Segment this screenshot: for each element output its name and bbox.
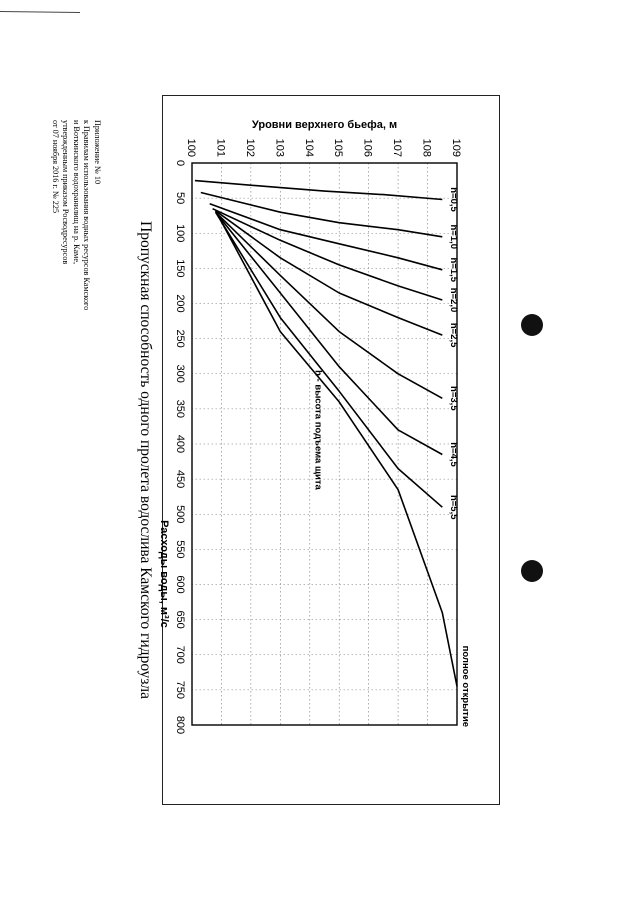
y-tick-label: 107 <box>391 138 404 157</box>
y-tick-label: 106 <box>361 138 374 157</box>
series-label-2: h=1,5 <box>448 257 460 283</box>
x-tick-label: 750 <box>174 680 186 700</box>
x-tick-label: 300 <box>174 364 186 383</box>
series-line-0 <box>195 181 442 200</box>
x-tick-label: 700 <box>174 645 186 664</box>
series-label-6: h=4,5 <box>448 442 460 467</box>
series-label-0: h=0,5 <box>448 187 460 212</box>
x-tick-label: 650 <box>174 610 186 629</box>
x-tick-label: 200 <box>174 294 186 313</box>
series-label-1: h=1,0 <box>448 224 460 250</box>
y-tick-label: 109 <box>450 138 462 157</box>
x-tick-label: 100 <box>174 224 186 243</box>
series-label-8: полное открытие <box>460 645 471 728</box>
annex-line: от 07 ноября 2016 г. № 225 <box>50 120 60 214</box>
series-line-5 <box>216 212 443 398</box>
series-label-5: h=3,5 <box>448 386 460 411</box>
y-tick-label: 102 <box>243 138 256 157</box>
x-tick-label: 600 <box>174 575 186 594</box>
series-label-7: h=5,5 <box>448 494 460 520</box>
annex-line: утвержденным приказом Росводресурсов <box>61 120 71 265</box>
x-tick-label: 450 <box>174 469 186 489</box>
y-tick-label: 103 <box>273 138 286 157</box>
x-tick-label: 800 <box>174 715 186 735</box>
y-tick-label: 101 <box>214 138 227 157</box>
y-tick-label: 108 <box>420 138 433 157</box>
series-line-1 <box>201 193 443 237</box>
x-axis-title: Расходы воды, м³/с <box>158 520 170 628</box>
series-label-3: h=2,0 <box>448 287 460 313</box>
x-tick-label: 0 <box>174 159 186 167</box>
y-axis-title: Уровни верхнего бьефа, м <box>251 119 398 131</box>
annex-line: Приложение № 10 <box>93 120 102 185</box>
series-label-4: h=2,5 <box>448 322 460 348</box>
annex-line: к Правилам использования водных ресурсов Камского <box>82 120 92 311</box>
y-tick-label: 100 <box>185 138 197 157</box>
annex-line: и Воткинского водохранилищ на р. Каме, <box>71 120 81 265</box>
chart-annotation: h - высота подъема щита <box>312 370 324 490</box>
page-title: Пропускная способность одного пролета водослива Камского гидроузла <box>137 221 154 699</box>
x-tick-label: 150 <box>174 259 186 278</box>
series-line-6 <box>216 212 443 454</box>
series-line-8 <box>216 211 460 687</box>
x-tick-label: 250 <box>174 329 186 348</box>
y-tick-label: 105 <box>332 138 345 157</box>
x-tick-label: 350 <box>174 399 186 419</box>
x-tick-label: 50 <box>174 192 186 205</box>
x-tick-label: 500 <box>174 505 186 524</box>
x-tick-label: 400 <box>174 434 186 454</box>
y-tick-label: 104 <box>302 138 315 157</box>
series-line-7 <box>216 212 443 507</box>
x-tick-label: 550 <box>174 540 186 559</box>
